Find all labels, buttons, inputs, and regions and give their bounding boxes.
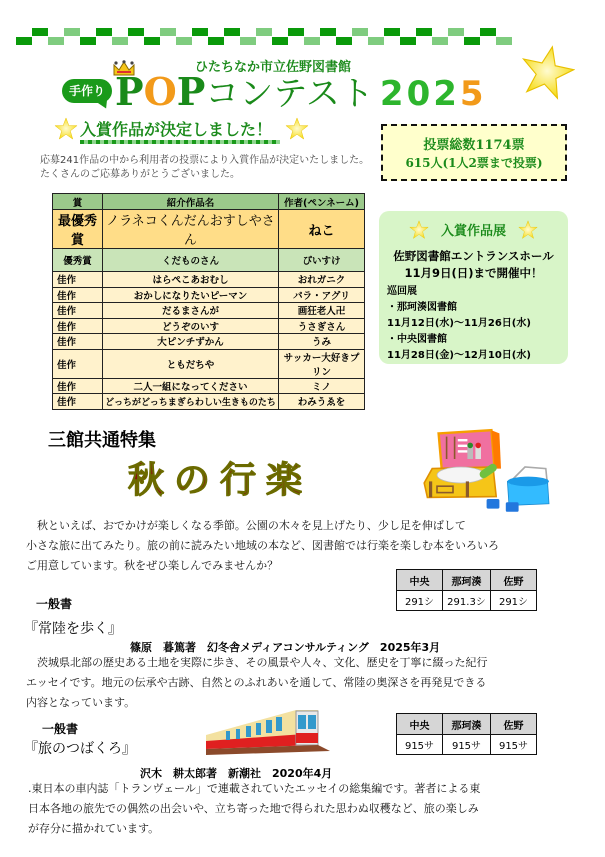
prize-cell: 佳作 bbox=[53, 349, 103, 378]
author-cell: おれガニク bbox=[279, 272, 365, 288]
star-icon bbox=[409, 220, 429, 240]
book-genre: 一般書 bbox=[36, 597, 73, 611]
branch-sano: 佐野 bbox=[491, 714, 537, 735]
checker-square bbox=[160, 28, 176, 36]
title-p1: P bbox=[115, 69, 144, 114]
announcement-heading: 入賞作品が決定しました！ bbox=[80, 120, 273, 139]
checker-square bbox=[112, 37, 128, 45]
exhibition-open-until: 11月9日(日)まで開催中！ bbox=[404, 266, 543, 280]
checker-square bbox=[208, 28, 224, 36]
checker-square bbox=[224, 37, 240, 45]
exhibition-heading bbox=[387, 220, 560, 240]
checker-square bbox=[448, 28, 464, 36]
checker-square bbox=[96, 37, 112, 45]
checker-square bbox=[400, 37, 416, 45]
checker-square bbox=[416, 28, 432, 36]
author-cell: ミノ bbox=[279, 378, 365, 394]
feature-label: 三館共通特集 bbox=[48, 430, 156, 451]
touring-stop-1: ・那珂湊図書館 bbox=[387, 302, 457, 313]
table-row bbox=[53, 303, 365, 319]
branch-chuo: 中央 bbox=[397, 714, 443, 735]
call-number-header-row bbox=[397, 714, 537, 735]
checker-square bbox=[432, 28, 448, 36]
prize-cell: 佳作 bbox=[53, 378, 103, 394]
touring-label: 巡回展 bbox=[387, 286, 417, 297]
checker-square bbox=[64, 28, 80, 36]
checker-square bbox=[80, 37, 96, 45]
prize-cell: 佳作 bbox=[53, 318, 103, 334]
call-number: 291シ bbox=[491, 591, 537, 611]
checker-square bbox=[272, 37, 288, 45]
feature-intro-line: 秋といえば、おでかけが楽しくなる季節。公園の木々を見上げたり、少し足を伸ばして bbox=[26, 519, 466, 532]
prize-cell: 佳作 bbox=[53, 334, 103, 350]
checker-square bbox=[144, 37, 160, 45]
title-cell: どっちがどっちまぎらわしい生きものたち bbox=[103, 394, 279, 410]
table-header-row bbox=[53, 194, 365, 210]
title-year-main: 202 bbox=[379, 74, 460, 114]
checker-square bbox=[320, 37, 336, 45]
train-illustration bbox=[206, 705, 330, 755]
call-number-header-row bbox=[397, 570, 537, 591]
title-cell: 大ピンチずかん bbox=[103, 334, 279, 350]
table-row bbox=[53, 378, 365, 394]
call-number-row bbox=[397, 591, 537, 611]
table-row bbox=[53, 287, 365, 303]
voter-count: 615人(1人2票まで投票) bbox=[405, 156, 543, 170]
checker-square bbox=[48, 37, 64, 45]
title-cell: だるまさんが bbox=[103, 303, 279, 319]
book-genre: 一般書 bbox=[42, 722, 79, 736]
prize-cell: 佳作 bbox=[53, 287, 103, 303]
book-title: 『旅のつばくろ』 bbox=[24, 741, 136, 757]
awards-table bbox=[52, 193, 365, 410]
star-icon bbox=[519, 44, 575, 100]
header-prize: 賞 bbox=[53, 194, 103, 210]
checker-square bbox=[176, 37, 192, 45]
checker-square bbox=[64, 37, 80, 45]
checker-square bbox=[304, 37, 320, 45]
checker-square bbox=[240, 37, 256, 45]
checker-square bbox=[144, 28, 160, 36]
branch-sano: 佐野 bbox=[491, 570, 537, 591]
checker-square bbox=[176, 28, 192, 36]
checker-square bbox=[80, 28, 96, 36]
author-cell: サッカー大好きプリン bbox=[279, 349, 365, 378]
title-cell: くだものさん bbox=[103, 249, 279, 272]
call-number: 915サ bbox=[491, 735, 537, 755]
checker-square bbox=[192, 37, 208, 45]
prize-cell: 佳作 bbox=[53, 394, 103, 410]
feature-intro-line: ご用意しています。秋をぜひ楽しんでみませんか？ bbox=[26, 559, 279, 572]
title-year-last: 5 bbox=[459, 74, 487, 114]
checker-square bbox=[128, 37, 144, 45]
checker-square bbox=[368, 28, 384, 36]
checker-square bbox=[464, 28, 480, 36]
call-number: 291シ bbox=[397, 591, 443, 611]
book-description-line: 内容となっています。 bbox=[26, 696, 136, 709]
title-cell: ともだちや bbox=[103, 349, 279, 378]
checker-square bbox=[16, 28, 32, 36]
title-year bbox=[380, 74, 487, 114]
checker-square bbox=[320, 28, 336, 36]
exhibition-box bbox=[379, 211, 568, 364]
touring-stop-2: ・中央図書館 bbox=[387, 334, 447, 345]
book-description-line: エッセイです。地元の伝承や古跡、自然とのふれあいを通して、常陸の奥深さを再発見できる bbox=[26, 676, 487, 689]
table-row bbox=[53, 334, 365, 350]
exhibition-title: 入賞作品展 bbox=[440, 224, 506, 239]
checker-square bbox=[48, 28, 64, 36]
checker-square bbox=[480, 28, 496, 36]
checker-square bbox=[32, 28, 48, 36]
star-icon bbox=[285, 117, 309, 141]
table-row bbox=[53, 318, 365, 334]
title-katakana: コンテスト bbox=[205, 74, 374, 114]
book-description-line: 茨城県北部の歴史ある土地を実際に歩き、その風景や人々、文化、歴史を丁寧に綴った紀行 bbox=[26, 656, 488, 669]
table-row bbox=[53, 349, 365, 378]
book-description-line: 日本各地の旅先での偶然の出会いや、立ち寄った地で得られた思わぬ収穫など、旅の楽しみ bbox=[28, 802, 479, 815]
table-row bbox=[53, 272, 365, 288]
author-cell: 画狂老人卍 bbox=[279, 303, 365, 319]
organization-name: ひたちなか市立佐野図書館 bbox=[195, 60, 352, 75]
checker-square bbox=[352, 37, 368, 45]
checker-square bbox=[480, 37, 496, 45]
contest-title bbox=[115, 70, 487, 116]
title-cell: はらぺこあおむし bbox=[103, 272, 279, 288]
star-icon bbox=[518, 220, 538, 240]
handmade-badge: 手作り bbox=[62, 79, 112, 103]
checker-square bbox=[336, 37, 352, 45]
prize-cell: 最優秀賞 bbox=[53, 210, 103, 249]
checker-square bbox=[240, 28, 256, 36]
author-cell: ねこ bbox=[279, 210, 365, 249]
feature-intro-line: 小さな旅に出てみたり。旅の前に読みたい地域の本など、図書館では行楽を楽しむ本をいろいろ bbox=[26, 539, 499, 552]
touring-stop-1-dates: 11月12日(水)～11月26日(水) bbox=[387, 318, 531, 329]
checker-square bbox=[112, 28, 128, 36]
call-number: 291.3シ bbox=[443, 591, 491, 611]
checker-square bbox=[448, 37, 464, 45]
checker-square bbox=[224, 28, 240, 36]
vote-total-box bbox=[381, 124, 567, 181]
book-title: 『常陸を歩く』 bbox=[24, 621, 122, 637]
checker-square bbox=[16, 37, 32, 45]
touring-stop-2-dates: 11月28日(金)～12月10日(水) bbox=[387, 350, 531, 361]
title-cell: ノラネコくんだんおすしやさん bbox=[103, 210, 279, 249]
feature-intro bbox=[26, 516, 499, 576]
checker-banner bbox=[16, 28, 512, 47]
call-number: 915サ bbox=[443, 735, 491, 755]
star-icon bbox=[54, 117, 78, 141]
author-cell: うさぎさん bbox=[279, 318, 365, 334]
branch-nakaminato: 那珂湊 bbox=[443, 714, 491, 735]
announcement-intro bbox=[40, 154, 369, 182]
call-number-table bbox=[396, 569, 537, 611]
checker-square bbox=[256, 28, 272, 36]
intro-line: 応募241作品の中から利用者の投票により入賞作品が決定いたしました。 bbox=[40, 155, 370, 166]
call-number-table bbox=[396, 713, 537, 755]
checker-square bbox=[400, 28, 416, 36]
intro-line: たくさんのご応募ありがとうございました。 bbox=[40, 169, 240, 180]
checker-square bbox=[96, 28, 112, 36]
checker-square bbox=[496, 37, 512, 45]
checker-square bbox=[368, 37, 384, 45]
checker-square bbox=[288, 37, 304, 45]
feature-title: 秋の行楽 bbox=[128, 460, 313, 501]
title-cell: どうぞのいす bbox=[103, 318, 279, 334]
checker-square bbox=[32, 37, 48, 45]
checker-square bbox=[208, 37, 224, 45]
checker-square bbox=[416, 37, 432, 45]
call-number: 915サ bbox=[397, 735, 443, 755]
checker-square bbox=[192, 28, 208, 36]
exhibition-venue: 佐野図書館エントランスホール bbox=[393, 249, 554, 263]
table-row bbox=[53, 249, 365, 272]
checker-square bbox=[432, 37, 448, 45]
author-cell: うみ bbox=[279, 334, 365, 350]
book-description bbox=[28, 779, 480, 839]
checker-square bbox=[384, 37, 400, 45]
checker-square bbox=[496, 28, 512, 36]
checker-square bbox=[160, 37, 176, 45]
book-description-line: .東日本の車内誌「トランヴェール」で連載されていたエッセイの総集編です。著者による東 bbox=[28, 782, 481, 795]
book-description-line: が存分に描かれています。 bbox=[28, 822, 160, 835]
title-cell: 二人一組になってください bbox=[103, 378, 279, 394]
checker-square bbox=[272, 28, 288, 36]
checker-square bbox=[128, 28, 144, 36]
call-number-row bbox=[397, 735, 537, 755]
title-cell: おかしになりたいピーマン bbox=[103, 287, 279, 303]
book-author-line: 沢木 耕太郎著 新潮社 2020年4月 bbox=[140, 767, 333, 780]
checker-square bbox=[304, 28, 320, 36]
checker-square bbox=[352, 28, 368, 36]
checker-square bbox=[288, 28, 304, 36]
heading-underline bbox=[80, 140, 280, 144]
table-row bbox=[53, 210, 365, 249]
author-cell: ぴいすけ bbox=[279, 249, 365, 272]
picnic-basket-illustration bbox=[405, 412, 565, 522]
prize-cell: 佳作 bbox=[53, 303, 103, 319]
book-author-line: 篠原 暮篤著 幻冬舎メディアコンサルティング 2025年3月 bbox=[130, 641, 441, 654]
title-o: O bbox=[143, 69, 177, 114]
book-description bbox=[26, 653, 488, 713]
author-cell: パラ・アグリ bbox=[279, 287, 365, 303]
branch-nakaminato: 那珂湊 bbox=[443, 570, 491, 591]
title-p2: P bbox=[176, 69, 206, 114]
prize-cell: 優秀賞 bbox=[53, 249, 103, 272]
table-row bbox=[53, 394, 365, 410]
checker-square bbox=[336, 28, 352, 36]
branch-chuo: 中央 bbox=[397, 570, 443, 591]
author-cell: わみうゑを bbox=[279, 394, 365, 410]
checker-square bbox=[464, 37, 480, 45]
prize-cell: 佳作 bbox=[53, 272, 103, 288]
header-title: 紹介作品名 bbox=[103, 194, 279, 210]
vote-total: 投票総数1174票 bbox=[423, 138, 525, 153]
checker-square bbox=[256, 37, 272, 45]
header-author: 作者(ペンネーム) bbox=[279, 194, 365, 210]
checker-square bbox=[384, 28, 400, 36]
